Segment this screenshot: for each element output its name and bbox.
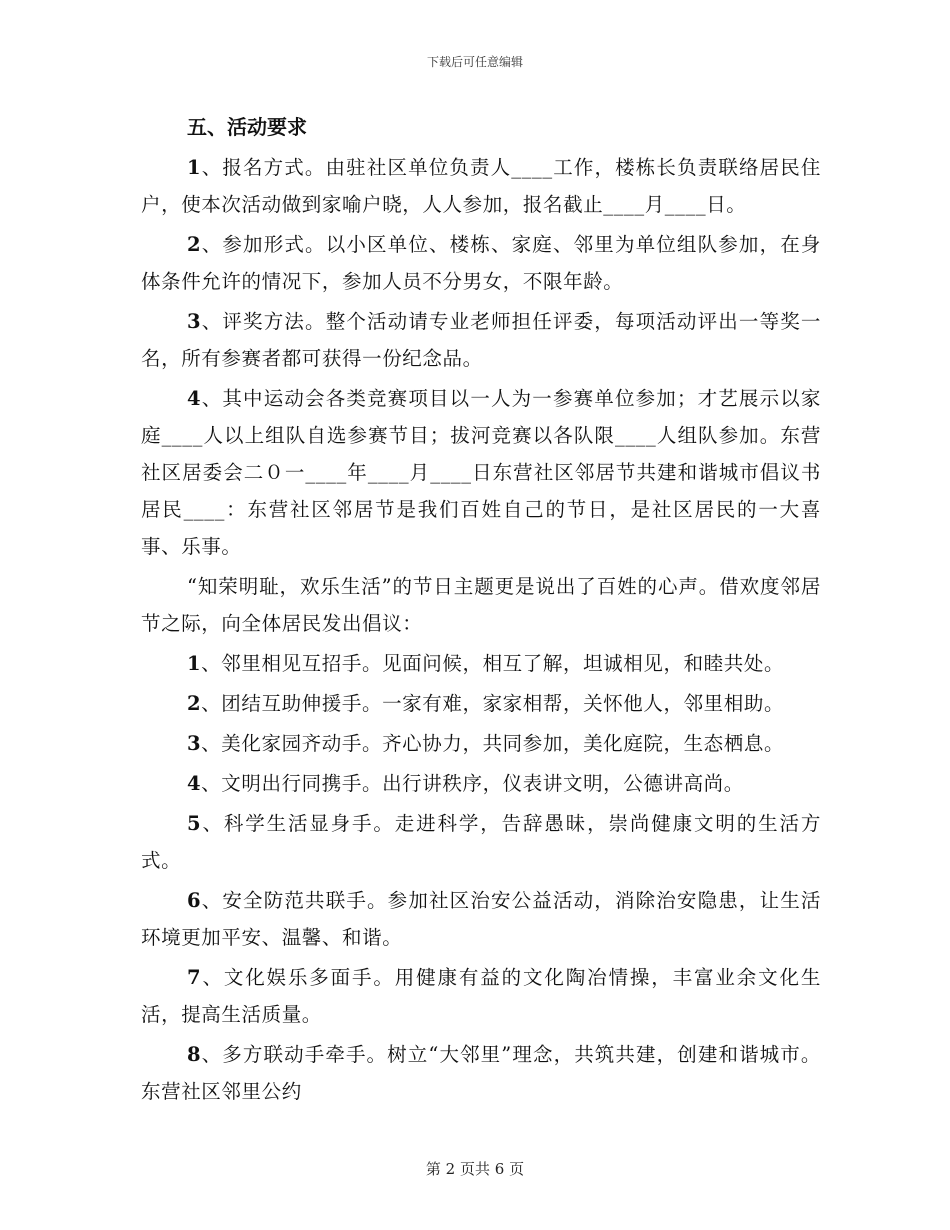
paragraph-number: 4 [187, 387, 202, 410]
paragraph-number: 2 [187, 233, 202, 256]
paragraph-number: 7 [187, 966, 202, 989]
paragraph-text: 、安全防范共联手。参加社区治安公益活动，消除治安隐患，让生活环境更加平安、温馨、和谐。 [141, 889, 821, 949]
paragraph [141, 149, 821, 223]
paragraph-text: 、文明出行同携手。出行讲秩序，仪表讲文明，公德讲高尚。 [201, 772, 744, 795]
paragraph [141, 226, 821, 300]
paragraph [141, 882, 821, 956]
paragraph-text: 、参加形式。以小区单位、楼栋、家庭、邻里为单位组队参加，在身体条件允许的情况下，参加人员不分男女，不限年龄。 [141, 233, 821, 293]
paragraph-number: 2 [187, 692, 202, 715]
paragraph-text: 、报名方式。由驻社区单位负责人____工作，楼栋长负责联络居民住户，使本次活动做到家喻户晓，人人参加，报名截止____月____日。 [141, 156, 821, 216]
paragraph [141, 959, 821, 1033]
paragraph-number: 3 [187, 310, 202, 333]
paragraph-text: “知荣明耻，欢乐生活”的节日主题更是说出了百姓的心声。借欢度邻居节之际，向全体居民发出倡议： [141, 575, 821, 635]
paragraph-text: 、科学生活显身手。走进科学，告辞愚昧，崇尚健康文明的生活方式。 [141, 812, 821, 872]
paragraph-number: 6 [187, 889, 202, 912]
paragraph-text: 、美化家园齐动手。齐心协力，共同参加，美化庭院，生态栖息。 [201, 732, 785, 755]
page-header-note: 下载后可任意编辑 [426, 55, 523, 69]
paragraph [141, 303, 821, 377]
paragraph [141, 765, 821, 802]
paragraph-number: 4 [187, 772, 202, 795]
paragraph [141, 685, 821, 722]
section-title: 五、活动要求 [187, 115, 307, 139]
page-footer: 第 2 页共 6 页 [425, 1160, 525, 1178]
paragraph-number: 5 [187, 812, 202, 835]
paragraph-number: 1 [187, 156, 202, 179]
paragraph-text: 、团结互助伸援手。一家有难，家家相帮，关怀他人，邻里相助。 [201, 692, 785, 715]
paragraph-number: 8 [187, 1043, 202, 1066]
paragraph-text: 、邻里相见互招手。见面问候，相互了解，坦诚相见，和睦共处。 [201, 652, 785, 675]
paragraph [141, 725, 821, 762]
paragraph-number: 3 [187, 732, 202, 755]
paragraph [141, 645, 821, 682]
paragraph-number: 1 [187, 652, 202, 675]
paragraph [141, 805, 821, 879]
paragraph-text: 、评奖方法。整个活动请专业老师担任评委，每项活动评出一等奖一名，所有参赛者都可获得一份纪念品。 [141, 310, 821, 370]
paragraph [141, 568, 821, 642]
paragraph-text: 、文化娱乐多面手。用健康有益的文化陶冶情操，丰富业余文化生活，提高生活质量。 [141, 966, 821, 1026]
paragraph-text: 、其中运动会各类竞赛项目以一人为一参赛单位参加；才艺展示以家庭____人以上组队自选参赛节目；拔河竞赛以各队限____人组队参加。东营社区居委会二０一____年____月____日东营社区邻居节共建和谐城市倡议书居民____：东营社区邻居节是我们百姓自己的节日，是社区居民的一大喜事、乐事。 [141, 387, 821, 558]
paragraph [141, 1036, 821, 1110]
paragraph [141, 380, 821, 565]
document-body [141, 110, 821, 1113]
paragraph-text: 、多方联动手牵手。树立“大邻里”理念，共筑共建，创建和谐城市。东营社区邻里公约 [141, 1043, 821, 1103]
